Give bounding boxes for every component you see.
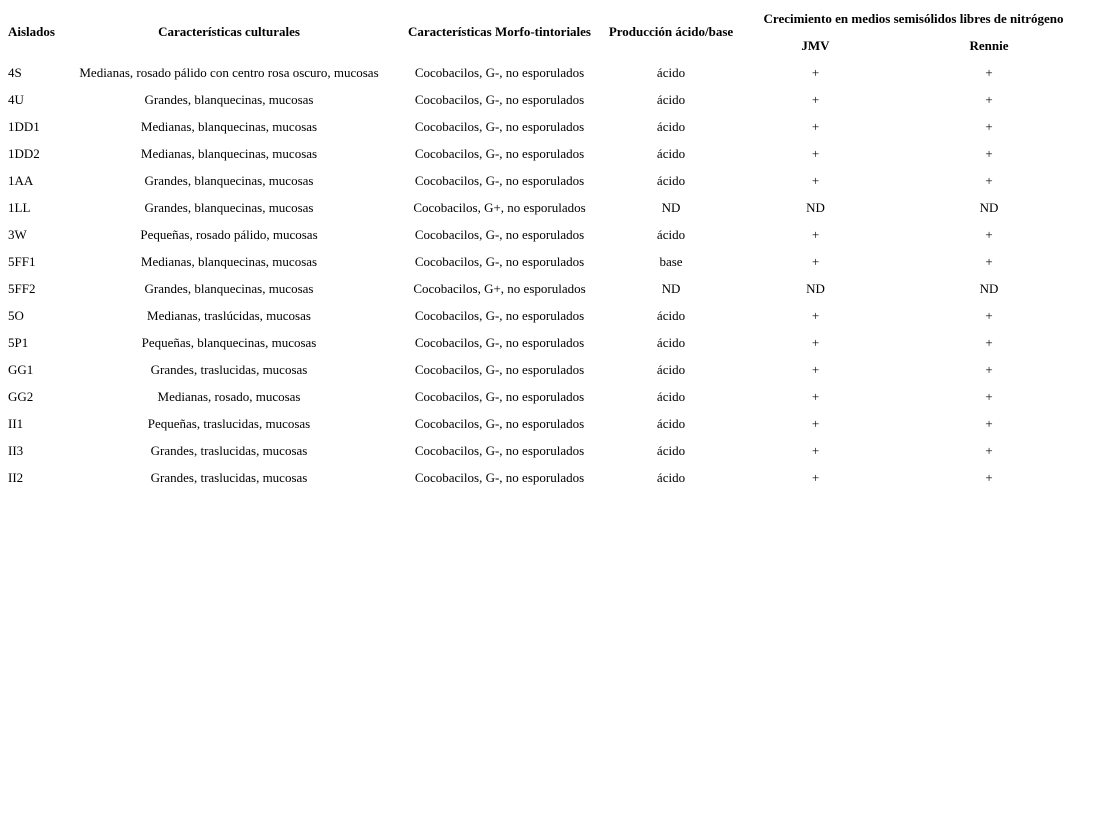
- cell-isolate: 1AA: [8, 172, 34, 188]
- table-row: [6, 114, 1086, 139]
- cell-morpho: Cocobacilos, G-, no esporulados: [414, 334, 585, 350]
- cell-acid-base: ácido: [656, 307, 686, 323]
- cell-rennie: +: [985, 226, 993, 242]
- cell-jmv: +: [811, 172, 820, 188]
- cell-isolate: II2: [8, 469, 24, 485]
- cell-morpho: Cocobacilos, G-, no esporulados: [414, 64, 585, 80]
- table-row: [6, 141, 1086, 166]
- cell-isolate: 1LL: [8, 199, 31, 215]
- cell-isolate: 1DD2: [8, 145, 40, 161]
- cell-morpho: Cocobacilos, G-, no esporulados: [414, 415, 585, 431]
- cell-jmv: +: [811, 307, 820, 323]
- cell-isolate: 5P1: [8, 334, 29, 350]
- cell-cultural: Medianas, rosado pálido con centro rosa oscuro, mucosas: [79, 64, 379, 80]
- cell-cultural: Medianas, traslúcidas, mucosas: [147, 307, 311, 323]
- cell-rennie: +: [985, 91, 993, 107]
- table-row: [6, 465, 1086, 490]
- cell-cultural: Medianas, blanquecinas, mucosas: [140, 253, 318, 269]
- cell-acid-base: ácido: [656, 334, 686, 350]
- cell-isolate: 4U: [8, 91, 24, 107]
- cell-acid-base: ácido: [656, 91, 686, 107]
- cell-jmv: +: [811, 388, 820, 404]
- table-row: [6, 249, 1086, 274]
- cell-isolate: GG1: [8, 361, 34, 377]
- cell-acid-base: base: [659, 253, 683, 269]
- isolates-table: [4, 4, 1088, 492]
- cell-morpho: Cocobacilos, G-, no esporulados: [414, 118, 585, 134]
- cell-cultural: Medianas, blanquecinas, mucosas: [140, 118, 318, 134]
- cell-morpho: Cocobacilos, G-, no esporulados: [414, 253, 585, 269]
- cell-jmv: +: [811, 334, 820, 350]
- cell-morpho: Cocobacilos, G+, no esporulados: [413, 199, 586, 215]
- table-row: [6, 411, 1086, 436]
- cell-acid-base: ácido: [656, 145, 686, 161]
- header-row-top: [6, 6, 1086, 31]
- cell-rennie: +: [985, 361, 993, 377]
- cell-jmv: +: [811, 415, 820, 431]
- table-row: [6, 276, 1086, 301]
- cell-cultural: Grandes, traslucidas, mucosas: [150, 361, 308, 377]
- table-row: [6, 87, 1086, 112]
- cell-acid-base: ácido: [656, 415, 686, 431]
- cell-rennie: +: [985, 442, 993, 458]
- table-row: [6, 222, 1086, 247]
- cell-cultural: Medianas, blanquecinas, mucosas: [140, 145, 318, 161]
- cell-acid-base: ND: [661, 280, 681, 296]
- cell-rennie: +: [985, 388, 993, 404]
- cell-isolate: II1: [8, 415, 24, 431]
- cell-morpho: Cocobacilos, G-, no esporulados: [414, 91, 585, 107]
- cell-isolate: GG2: [8, 388, 34, 404]
- table-row: [6, 384, 1086, 409]
- cell-jmv: +: [811, 64, 820, 80]
- cell-rennie: +: [985, 334, 993, 350]
- cell-jmv: +: [811, 145, 820, 161]
- table-row: [6, 438, 1086, 463]
- table-row: [6, 357, 1086, 382]
- cell-acid-base: ácido: [656, 118, 686, 134]
- cell-morpho: Cocobacilos, G-, no esporulados: [414, 172, 585, 188]
- table-row: [6, 303, 1086, 328]
- cell-acid-base: ácido: [656, 64, 686, 80]
- cell-cultural: Grandes, blanquecinas, mucosas: [144, 172, 314, 188]
- header-jmv: JMV: [801, 37, 830, 53]
- cell-jmv: +: [811, 253, 820, 269]
- cell-rennie: +: [985, 253, 993, 269]
- cell-rennie: +: [985, 118, 993, 134]
- cell-rennie: +: [985, 469, 993, 485]
- cell-rennie: ND: [979, 199, 999, 215]
- table-row: [6, 60, 1086, 85]
- header-rennie: Rennie: [969, 37, 1009, 53]
- cell-morpho: Cocobacilos, G-, no esporulados: [414, 469, 585, 485]
- cell-rennie: +: [985, 64, 993, 80]
- header-nitrogen-free-growth: Crecimiento en medios semisólidos libres de nitrógeno: [763, 10, 1064, 26]
- cell-isolate: 5O: [8, 307, 24, 323]
- cell-morpho: Cocobacilos, G-, no esporulados: [414, 226, 585, 242]
- cell-isolate: 4S: [8, 64, 22, 80]
- cell-acid-base: ácido: [656, 469, 686, 485]
- table-row: [6, 330, 1086, 355]
- cell-jmv: +: [811, 442, 820, 458]
- cell-acid-base: ácido: [656, 361, 686, 377]
- cell-acid-base: ácido: [656, 388, 686, 404]
- cell-morpho: Cocobacilos, G-, no esporulados: [414, 307, 585, 323]
- cell-cultural: Grandes, blanquecinas, mucosas: [144, 199, 314, 215]
- cell-rennie: +: [985, 307, 993, 323]
- cell-jmv: +: [811, 118, 820, 134]
- cell-isolate: II3: [8, 442, 24, 458]
- cell-acid-base: ácido: [656, 442, 686, 458]
- cell-morpho: Cocobacilos, G-, no esporulados: [414, 361, 585, 377]
- header-acid-base-production: Producción ácido/base: [608, 24, 734, 39]
- header-cultural-characteristics: Características culturales: [158, 24, 300, 39]
- cell-cultural: Grandes, blanquecinas, mucosas: [144, 91, 314, 107]
- cell-cultural: Pequeñas, rosado pálido, mucosas: [140, 226, 318, 242]
- cell-jmv: ND: [806, 199, 825, 215]
- cell-jmv: +: [811, 91, 820, 107]
- cell-cultural: Grandes, blanquecinas, mucosas: [144, 280, 314, 296]
- cell-jmv: +: [811, 226, 820, 242]
- table-row: [6, 168, 1086, 193]
- cell-acid-base: ácido: [656, 172, 686, 188]
- cell-rennie: +: [985, 415, 993, 431]
- cell-rennie: ND: [979, 280, 999, 296]
- cell-jmv: ND: [806, 280, 825, 296]
- cell-cultural: Grandes, traslucidas, mucosas: [150, 469, 308, 485]
- cell-isolate: 3W: [8, 226, 27, 242]
- cell-rennie: +: [985, 145, 993, 161]
- cell-isolate: 5FF1: [8, 253, 36, 269]
- cell-morpho: Cocobacilos, G+, no esporulados: [413, 280, 586, 296]
- cell-cultural: Pequeñas, traslucidas, mucosas: [147, 415, 311, 431]
- cell-morpho: Cocobacilos, G-, no esporulados: [414, 388, 585, 404]
- cell-rennie: +: [985, 172, 993, 188]
- cell-jmv: +: [811, 469, 820, 485]
- cell-cultural: Pequeñas, blanquecinas, mucosas: [141, 334, 317, 350]
- cell-morpho: Cocobacilos, G-, no esporulados: [414, 442, 585, 458]
- table-row: [6, 195, 1086, 220]
- cell-acid-base: ácido: [656, 226, 686, 242]
- header-morpho-staining-characteristics: Características Morfo-tintoriales: [407, 24, 591, 39]
- cell-morpho: Cocobacilos, G-, no esporulados: [414, 145, 585, 161]
- table-body: [6, 60, 1086, 490]
- cell-acid-base: ND: [661, 199, 681, 215]
- cell-cultural: Grandes, traslucidas, mucosas: [150, 442, 308, 458]
- header-isolates: Aislados: [8, 24, 55, 39]
- cell-isolate: 1DD1: [8, 118, 40, 134]
- cell-isolate: 5FF2: [8, 280, 36, 296]
- cell-cultural: Medianas, rosado, mucosas: [157, 388, 301, 404]
- table-header: [6, 6, 1086, 58]
- cell-jmv: +: [811, 361, 820, 377]
